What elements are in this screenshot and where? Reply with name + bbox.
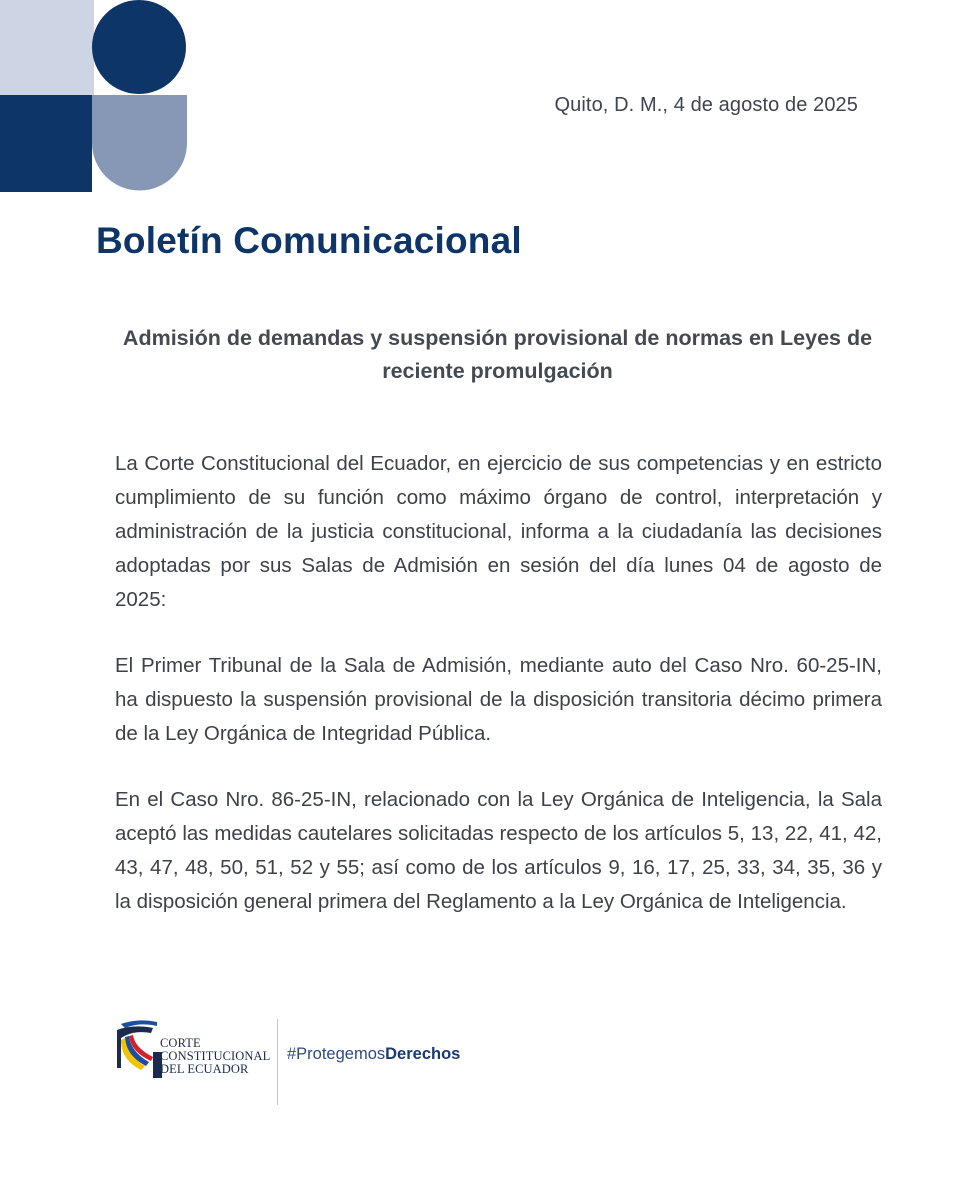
court-logo-text bbox=[160, 1037, 270, 1076]
hashtag-bold: Derechos bbox=[385, 1045, 461, 1063]
page-title: Boletín Comunicacional bbox=[96, 220, 522, 261]
decor-navy-circle bbox=[92, 0, 186, 94]
header-decoration bbox=[0, 0, 190, 192]
decor-light-square bbox=[0, 0, 94, 95]
logo-line-2: CONSTITUCIONAL bbox=[160, 1049, 271, 1063]
paragraph-intro: La Corte Constitucional del Ecuador, en ejercicio de sus competencias y en estricto cumplimiento de su función como máximo órgano de control, interpretación y administración de la justicia constitucional, informa a la ciudadanía las decisiones adoptadas por sus Salas de Admisión en sesión del día lunes 04 de agosto de 2025: bbox=[115, 452, 882, 611]
logo-line-1: CORTE bbox=[160, 1036, 201, 1050]
footer bbox=[115, 1016, 535, 1082]
bulletin-subtitle: Admisión de demandas y suspensión provisional de normas en Leyes de reciente promulgación bbox=[122, 326, 873, 383]
court-logo-icon bbox=[115, 1016, 163, 1078]
footer-divider bbox=[277, 1019, 278, 1105]
hashtag-prefix: #Protegemos bbox=[287, 1045, 386, 1063]
bulletin-date: Quito, D. M., 4 de agosto de 2025 bbox=[554, 94, 858, 116]
decor-navy-square bbox=[0, 95, 92, 192]
hashtag bbox=[287, 1045, 460, 1064]
paragraph-case-60-25-in: El Primer Tribunal de la Sala de Admisión, mediante auto del Caso Nro. 60-25-IN, ha dispuesto la suspensión provisional de la disposición transitoria décimo primera de la Ley Orgánica de Integridad Pública. bbox=[115, 654, 882, 745]
bulletin-body bbox=[115, 447, 882, 951]
decor-blue-half-circle bbox=[92, 95, 187, 191]
logo-line-3: DEL ECUADOR bbox=[160, 1062, 249, 1076]
paragraph-case-86-25-in: En el Caso Nro. 86-25-IN, relacionado con la Ley Orgánica de Inteligencia, la Sala aceptó las medidas cautelares solicitadas respecto de los artículos 5, 13, 22, 41, 42, 43, 47, 48, 50, 51, 52 y 55; así como de los artículos 9, 16, 17, 25, 33, 34, 35, 36 y la disposición general primera del Reglamento a la Ley Orgánica de Inteligencia. bbox=[115, 788, 882, 913]
